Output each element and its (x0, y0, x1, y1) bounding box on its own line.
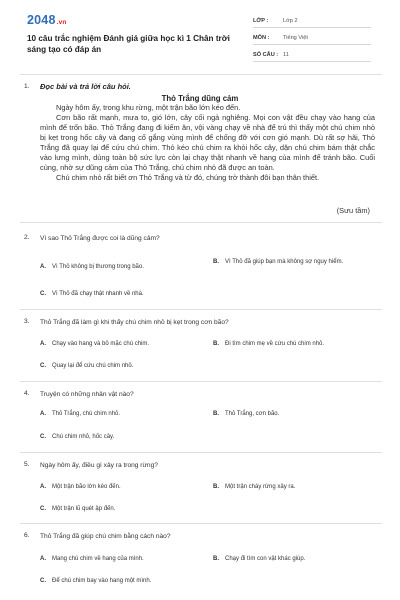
meta-info (253, 14, 371, 65)
option-letter: C. (40, 363, 46, 369)
story-paragraph: Ngày hôm ấy, trong khu rừng, một trận bão lớn kéo đến. (56, 103, 241, 112)
option-letter: C. (40, 578, 46, 584)
meta-value: Lớp 2 (283, 17, 298, 24)
option-c[interactable] (40, 433, 177, 442)
option-text: Một trận bão lớn kéo đến. (52, 484, 121, 490)
divider (20, 452, 382, 453)
option-text: Mang chú chim về hang của mình. (52, 556, 144, 562)
option-text: Vì Thỏ đã chạy thật nhanh về nhà. (52, 291, 144, 297)
page-header (0, 0, 400, 82)
logo-suffix: .vn (56, 19, 67, 26)
question-text: Thỏ Trắng đã làm gì khi thấy chú chim nhỏ bị kẹt trong cơn bão? (40, 319, 229, 326)
question-text: Thỏ Trắng đã giúp chú chim bằng cách nào? (40, 533, 171, 540)
option-text: Vì Thỏ đã giúp bạn mà không sợ nguy hiểm. (225, 259, 344, 265)
option-c[interactable] (40, 577, 252, 586)
question-instruction: Đọc bài và trả lời câu hỏi. (40, 82, 131, 91)
meta-row-subject (253, 31, 371, 45)
option-text: Một trận lũ quét ập đến. (52, 506, 116, 512)
option-letter: B. (213, 341, 219, 347)
divider (20, 381, 382, 382)
option-a[interactable] (40, 410, 177, 419)
question-number: 4. (24, 390, 30, 397)
option-letter: C. (40, 291, 46, 297)
option-letter: A. (40, 556, 46, 562)
option-a[interactable] (40, 263, 177, 272)
question-text: Vì sao Thỏ Trắng được coi là dũng cảm? (40, 235, 160, 242)
option-c[interactable] (40, 505, 177, 514)
meta-value: Tiếng Việt (283, 34, 308, 41)
option-text: Chạy đi tìm con vật khác giúp. (225, 556, 306, 562)
option-text: Đi tìm chim mẹ về cứu chú chim nhỏ. (225, 341, 325, 347)
question-number: 6. (24, 532, 30, 539)
option-text: Một trận cháy rừng xảy ra. (225, 484, 296, 490)
option-b[interactable] (213, 483, 350, 492)
site-logo[interactable] (27, 13, 67, 27)
story-source: (Sưu tầm) (336, 206, 370, 215)
option-letter: B. (213, 259, 219, 265)
meta-value: 11 (283, 51, 289, 58)
question-text: Ngày hôm ấy, điều gì xảy ra trong rừng? (40, 462, 158, 469)
divider (20, 523, 382, 524)
option-letter: B. (213, 556, 219, 562)
question-number: 3. (24, 318, 30, 325)
option-letter: A. (40, 341, 46, 347)
question-number: 1. (24, 83, 30, 90)
meta-row-count (253, 48, 371, 62)
question-number: 5. (24, 461, 30, 468)
option-text: Chú chim nhỏ, hốc cây. (52, 434, 115, 440)
option-c[interactable] (40, 362, 252, 371)
story-body (40, 103, 375, 183)
option-letter: B. (213, 411, 219, 417)
story-paragraph: Cơn bão rất mạnh, mưa to, gió lớn, cây cối ngả nghiêng. Mọi con vật đều chạy vào hang của mình để trốn bão. Thỏ Trắng đang đi kiếm ăn, vội vàng chạy về nhà để trú thì thấy một chú chim nhỏ bị kẹt trong hốc cây và đang cố gắng vùng mình để chống đỡ với cơn gió mạnh. Dù rất sợ hãi, Thỏ Trắng đã quay lại để cứu chú chim. Thỏ kéo chú chim ra khỏi hốc cây, dặn chú chim bám thật chắc vào lưng mình, dùng toàn bộ sức lực còn lại chạy thật nhanh về hang của mình để tránh bão. Cuối cùng, nhờ sự dũng cảm của Thỏ Trắng, chú chim nhỏ đã được an toàn. (40, 113, 375, 172)
divider (20, 309, 382, 310)
option-text: Để chú chim bay vào hang một mình. (52, 578, 152, 584)
divider (20, 222, 382, 223)
option-b[interactable] (213, 410, 350, 419)
option-letter: A. (40, 411, 46, 417)
document-title: 10 câu trắc nghiệm Đánh giá giữa học kì 1 Chân trời sáng tạo có đáp án (27, 34, 230, 54)
option-a[interactable] (40, 483, 177, 492)
story-title: Thỏ Trắng dũng cảm (161, 94, 239, 103)
option-letter: A. (40, 264, 46, 270)
story-paragraph: Chú chim nhỏ rất biết ơn Thỏ Trắng và từ đó, chúng trở thành đôi bạn thân thiết. (56, 173, 320, 182)
option-letter: B. (213, 484, 219, 490)
option-text: Thỏ Trắng, chú chim nhỏ. (52, 411, 121, 417)
option-a[interactable] (40, 555, 212, 564)
option-text: Quay lại để cứu chú chim nhỏ. (52, 363, 134, 369)
meta-label: MÔN : (253, 34, 270, 41)
option-b[interactable] (213, 340, 385, 349)
option-text: Vì Thỏ không bị thương trong bão. (52, 264, 144, 270)
option-letter: C. (40, 434, 46, 440)
option-b[interactable] (213, 258, 360, 267)
option-letter: A. (40, 484, 46, 490)
meta-label: LỚP : (253, 17, 269, 24)
logo-text: 2048 (27, 13, 56, 27)
question-text: Truyện có những nhân vật nào? (40, 391, 134, 398)
option-a[interactable] (40, 340, 212, 349)
option-c[interactable] (40, 290, 252, 299)
option-letter: C. (40, 506, 46, 512)
meta-label: SỐ CÂU : (253, 51, 279, 58)
divider (20, 74, 382, 75)
meta-row-grade (253, 14, 371, 28)
option-text: Thỏ Trắng, cơn bão. (225, 411, 280, 417)
question-number: 2. (24, 234, 30, 241)
option-text: Chạy vào hang và bỏ mặc chú chim. (52, 341, 150, 347)
option-b[interactable] (213, 555, 385, 564)
